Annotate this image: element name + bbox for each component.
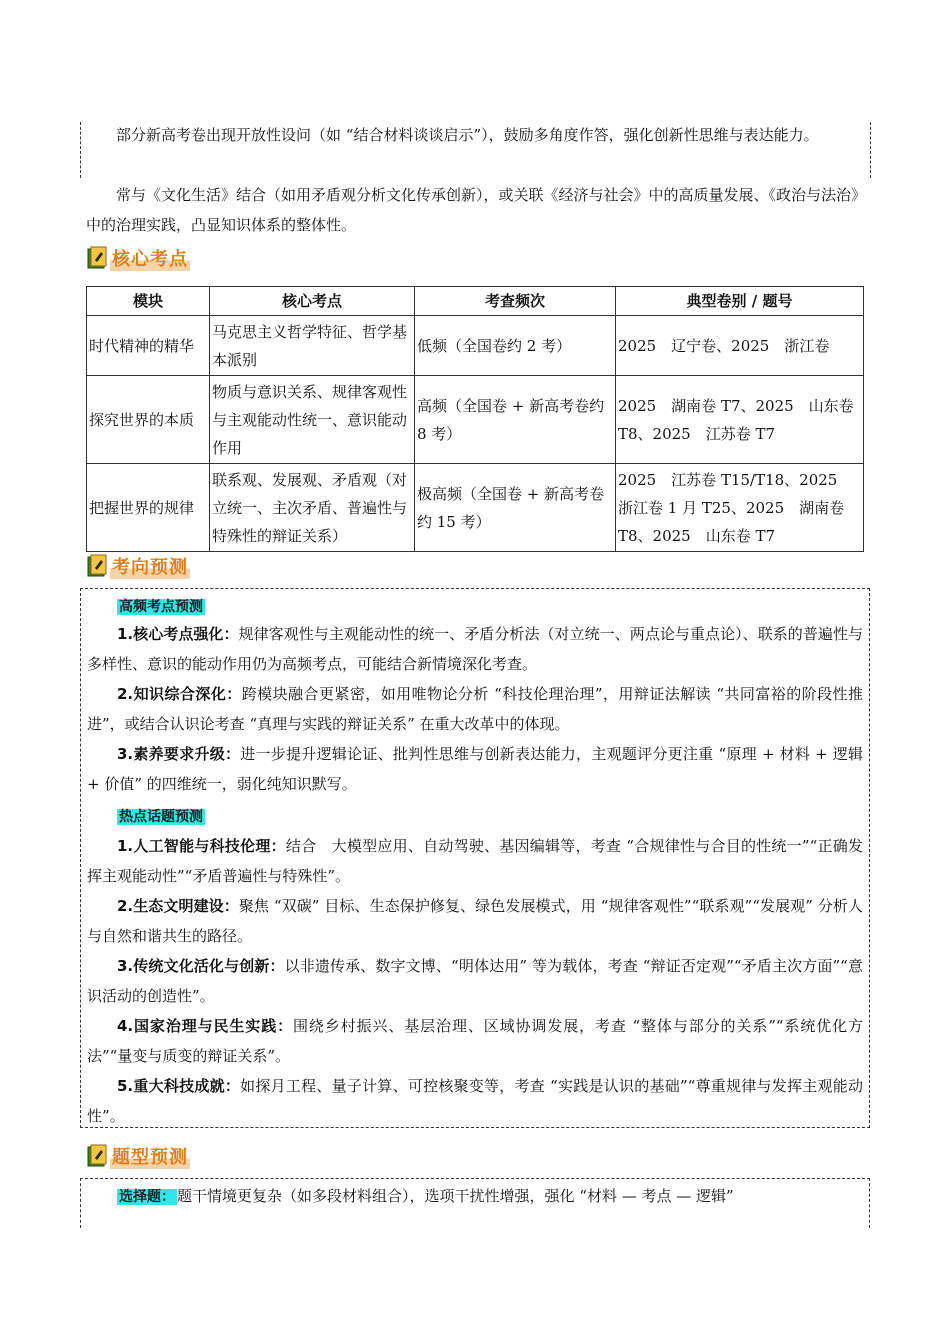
forecast-item: 3.素养要求升级：进一步提升逻辑论证、批判性思维与创新表达能力，主观题评分更注重 “原理 + 材料 + 逻辑 + 价值” 的四维统一，弱化纯知识默写。 — [87, 745, 863, 793]
book-icon — [86, 1144, 108, 1168]
table-row — [87, 316, 864, 376]
table-cell: 时代精神的精华 — [87, 316, 210, 376]
table-cell: 探究世界的本质 — [87, 376, 210, 464]
book-icon — [86, 246, 108, 270]
section-title-core: 核心考点 — [110, 245, 190, 271]
table-cell: 物质与意识关系、规律客观性与主观能动性统一、意识能动作用 — [210, 376, 415, 464]
box-border-right — [870, 122, 871, 178]
table-cell: 马克思主义哲学特征、哲学基本派别 — [210, 316, 415, 376]
forecast-item: 3.传统文化活化与创新：以非遗传承、数字文博、“明体达用” 等为载体，考查 “辩证否定观”“矛盾主次方面”“意识活动的创造性”。 — [87, 957, 863, 1005]
table-row — [87, 464, 864, 552]
core-topics-table — [86, 286, 864, 552]
section-heading-forecast — [86, 552, 190, 580]
section-heading-question-types — [86, 1142, 190, 1170]
forecast-item: 1.核心考点强化：规律客观性与主观能动性的统一、矛盾分析法（对立统一、两点论与重点论）、联系的普遍性与多样性、意识的能动作用仍为高频考点，可能结合新情境深化考查。 — [87, 625, 863, 673]
forecast-tag-hot-topics: 热点话题预测 — [119, 809, 203, 825]
forecast-tag-high-frequency: 高频考点预测 — [119, 599, 203, 615]
forecast-item: 5.重大科技成就：如探月工程、量子计算、可控核聚变等，考查 “实践是认识的基础”“尊重规律与发挥主观能动性”。 — [87, 1077, 863, 1125]
forecast-item: 2.生态文明建设：聚焦 “双碳” 目标、生态保护修复、绿色发展模式，用 “规律客观性”“联系观”“发展观” 分析人与自然和谐共生的路径。 — [87, 897, 863, 945]
table-header: 典型卷别 / 题号 — [616, 287, 864, 316]
box-border-left — [80, 122, 81, 178]
section-title-question-types: 题型预测 — [110, 1143, 190, 1169]
table-cell: 联系观、发展观、矛盾观（对立统一、主次矛盾、普遍性与特殊性的辩证关系） — [210, 464, 415, 552]
table-cell: 低频（全国卷约 2 考） — [415, 316, 616, 376]
table-cell: 2025 辽宁卷、2025 浙江卷 — [616, 316, 864, 376]
table-header: 核心考点 — [210, 287, 415, 316]
table-header-row — [87, 287, 864, 316]
intro-paragraph-1: 部分新高考卷出现开放性设问（如 “结合材料谈谈启示”），鼓励多角度作答，强化创新性思维与表达能力。 — [116, 126, 819, 144]
forecast-box — [80, 588, 870, 1128]
table-cell: 极高频（全国卷 + 新高考卷约 15 考） — [415, 464, 616, 552]
question-type-item: 选择题： 题干情境更复杂（如多段材料组合），选项干扰性增强，强化 “材料 — 考点 — 逻辑” — [119, 1187, 734, 1205]
table-cell: 2025 湖南卷 T7、2025 山东卷 T8、2025 江苏卷 T7 — [616, 376, 864, 464]
section-title-forecast: 考向预测 — [110, 553, 190, 579]
forecast-item: 4.国家治理与民生实践：围绕乡村振兴、基层治理、区域协调发展，考查 “整体与部分的关系”“系统优化方法”“量变与质变的辩证关系”。 — [87, 1017, 864, 1065]
table-row — [87, 376, 864, 464]
book-icon — [86, 554, 108, 578]
table-header: 模块 — [87, 287, 210, 316]
intro-paragraph-2: 常与《文化生活》结合（如用矛盾观分析文化传承创新），或关联《经济与社会》中的高质量发展、《政治与法治》中的治理实践，凸显知识体系的整体性。 — [86, 186, 867, 234]
table-header: 考查频次 — [415, 287, 616, 316]
section-heading-core — [86, 244, 190, 272]
forecast-item: 1.人工智能与科技伦理：结合 大模型应用、自动驾驶、基因编辑等，考查 “合规律性与合目的性统一”“正确发挥主观能动性”“矛盾普遍性与特殊性”。 — [87, 837, 864, 885]
table-cell: 2025 江苏卷 T15/T18、2025 浙江卷 1 月 T25、2025 湖南卷 T8、2025 山东卷 T7 — [616, 464, 864, 552]
table-cell: 把握世界的规律 — [87, 464, 210, 552]
table-cell: 高频（全国卷 + 新高考卷约 8 考） — [415, 376, 616, 464]
forecast-item: 2.知识综合深化：跨模块融合更紧密，如用唯物论分析 “科技伦理治理”，用辩证法解读 “共同富裕的阶段性推进”，或结合认识论考查 “真理与实践的辩证关系” 在重大改革中的体现。 — [87, 685, 864, 733]
question-type-box — [80, 1178, 870, 1228]
